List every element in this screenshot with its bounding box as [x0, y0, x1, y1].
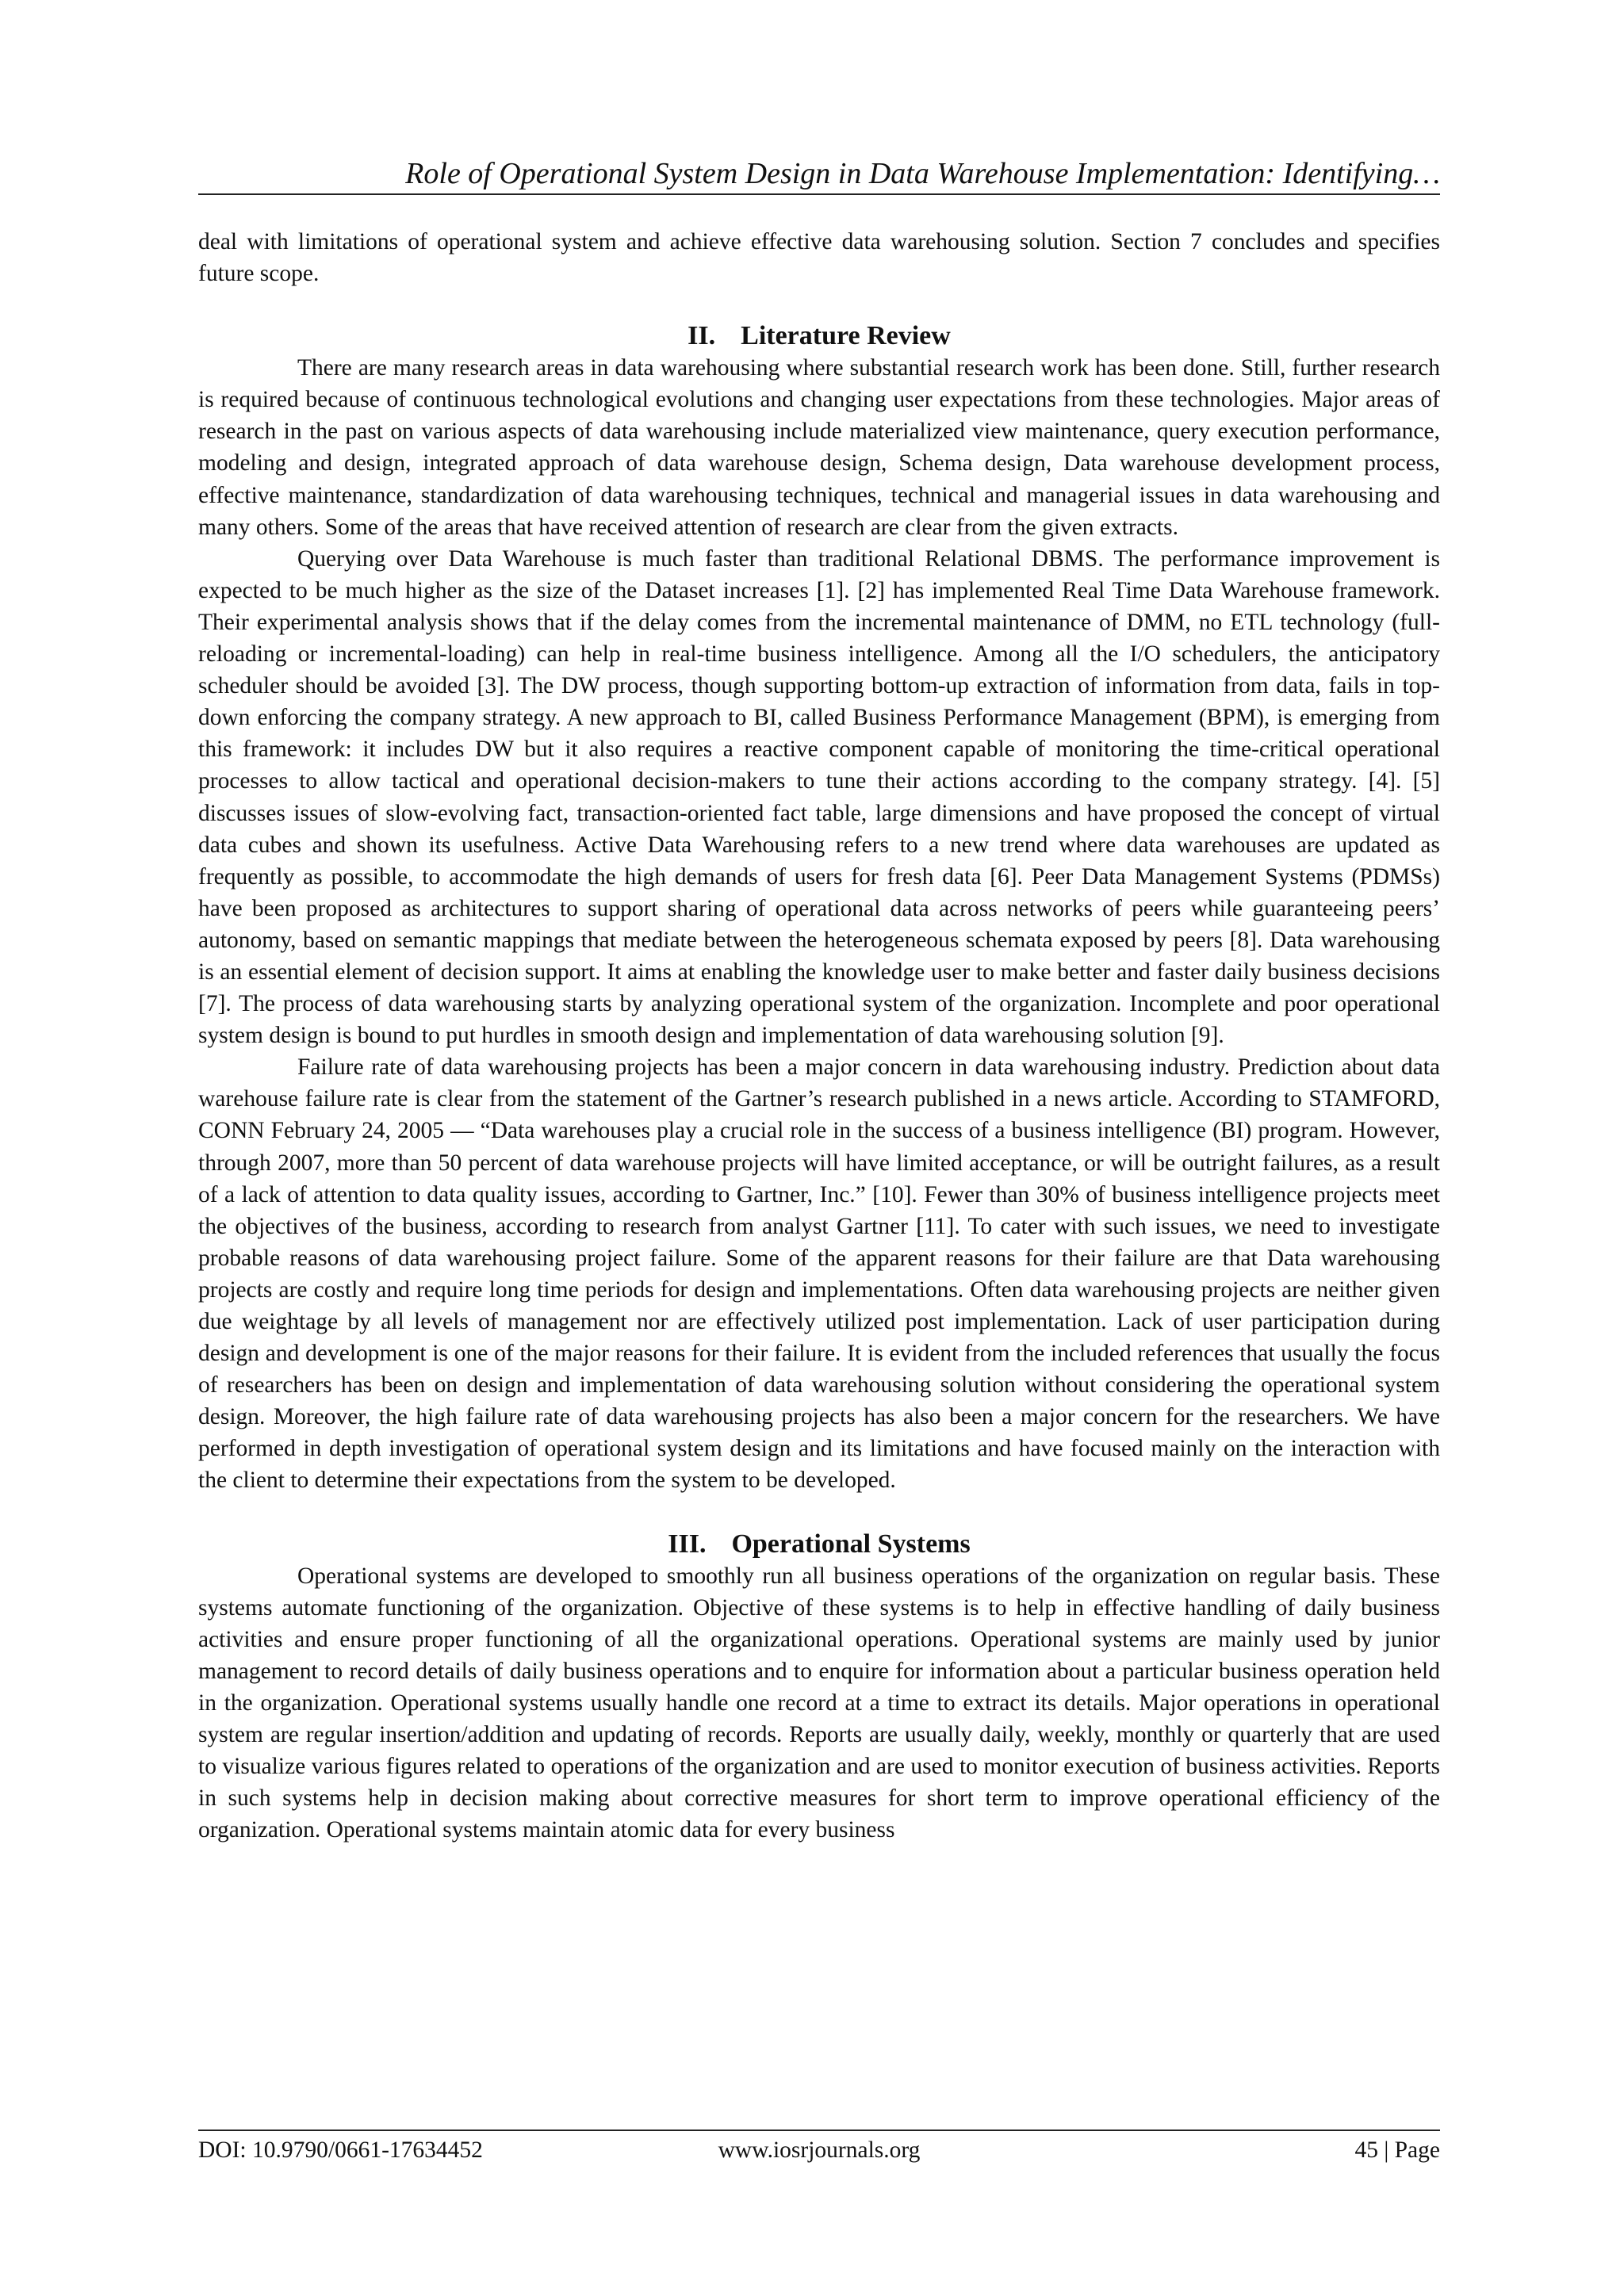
paragraph: Querying over Data Warehouse is much faster than traditional Relational DBMS. The performance improvement is expected to be much higher as the size of the Dataset increases [1]. [2] has implemented Real Time Data Warehouse framework. Their experimental analysis shows that if the delay comes from the incremental maintenance of DMM, no ETL technology (full-reloading or incremental-loading) can help in real-time business intelligence. Among all the I/O schedulers, the anticipatory scheduler should be avoided [3]. The DW process, though supporting bottom-up extraction of information from data, fails in top-down enforcing the company strategy. A new approach to BI, called Business Performance Management (BPM), is emerging from this framework: it includes DW but it also requires a reactive component capable of monitoring the time-critical operational processes to allow tactical and operational decision-makers to tune their actions according to the company strategy. [4]. [5] discusses issues of slow-evolving fact, transaction-oriented fact table, large dimensions and have proposed the concept of virtual data cubes and shown its usefulness. Active Data Warehousing refers to a new trend where data warehouses are updated as frequently as possible, to accommodate the high demands of users for fresh data [6]. Peer Data Management Systems (PDMSs) have been proposed as architectures to support sharing of operational data across networks of peers while guaranteeing peers’ autonomy, based on semantic mappings that mediate between the heterogeneous schemata exposed by peers [8]. Data warehousing is an essential element of decision support. It aims at enabling the knowledge user to make better and faster daily business decisions [7]. The process of data warehousing starts by analyzing operational system of the organization. Incomplete and poor operational system design is bound to put hurdles in smooth design and implementation of data warehousing solution [9].: [198, 545, 1440, 1049]
section-number: III.: [668, 1529, 707, 1559]
journal-website: www.iosrjournals.org: [718, 2137, 921, 2163]
page-footer: [198, 2134, 1440, 2166]
paragraph: There are many research areas in data warehousing where substantial research work has been done. Still, further research is required because of continuous technological evolutions and changing user expectations from these technologies. Major areas of research in the past on various aspects of data warehousing include materialized view maintenance, query execution performance, modeling and design, integrated approach of data warehouse design, Schema design, Data warehouse development process, effective maintenance, standardization of data warehousing techniques, technical and managerial issues in data warehousing and many others. Some of the areas that have received attention of research are clear from the given extracts.: [198, 355, 1440, 540]
journal-page: [198, 0, 1440, 2296]
section-heading-literature-review: [198, 320, 1440, 352]
header-rule: [198, 193, 1440, 195]
running-header: Role of Operational System Design in Data Warehouse Implementation: Identifying…: [405, 157, 1440, 190]
section-title: Operational Systems: [731, 1529, 971, 1559]
section-heading-operational-systems: [198, 1529, 1440, 1560]
footer-rule: [198, 2130, 1440, 2131]
paragraph: Operational systems are developed to smoothly run all business operations of the organization on regular basis. These systems automate functioning of the organization. Objective of these systems is to help in effective handling of daily business activities and ensure proper functioning of all the organizational operations. Operational systems are mainly used by junior management to record details of daily business operations and to enquire for information about a particular business operation held in the organization. Operational systems usually handle one record at a time to extract its details. Major operations in operational system are regular insertion/addition and updating of records. Reports are usually daily, weekly, monthly or quarterly that are used to visualize various figures related to operations of the organization and are used to monitor execution of business activities. Reports in such systems help in decision making about corrective measures for short term to improve operational efficiency of the organization. Operational systems maintain atomic data for every business: [198, 1563, 1440, 1843]
doi-label: DOI: 10.9790/0661-17634452: [198, 2137, 483, 2163]
intro-paragraph: deal with limitations of operational system and achieve effective data warehousing solution. Section 7 concludes and specifies future scope.: [198, 229, 1440, 287]
section-title: Literature Review: [741, 321, 951, 351]
article-body: [198, 226, 1440, 1846]
page-number: 45 | Page: [1354, 2137, 1440, 2163]
section-number: II.: [688, 321, 716, 351]
paragraph: Failure rate of data warehousing projects has been a major concern in data warehousing industry. Prediction about data warehouse failure rate is clear from the statement of the Gartner’s research published in a news article. According to STAMFORD, CONN February 24, 2005 — “Data warehouses play a crucial role in the success of a business intelligence (BI) program. However, through 2007, more than 50 percent of data warehouse projects will have limited acceptance, or will be outright failures, as a result of a lack of attention to data quality issues, according to Gartner, Inc.” [10]. Fewer than 30% of business intelligence projects meet the objectives of the business, according to research from analyst Gartner [11]. To cater with such issues, we need to investigate probable reasons of data warehousing project failure. Some of the apparent reasons for their failure are that Data warehousing projects are costly and require long time periods for design and implementations. Often data warehousing projects are neither given due weightage by all levels of management nor are effectively utilized post implementation. Lack of user participation during design and development is one of the major reasons for their failure. It is evident from the included references that usually the focus of researchers has been on design and implementation of data warehousing solution without considering the operational system design. Moreover, the high failure rate of data warehousing projects has also been a major concern for the researchers. We have performed in depth investigation of operational system design and its limitations and have focused mainly on the interaction with the client to determine their expectations from the system to be developed.: [198, 1054, 1440, 1494]
